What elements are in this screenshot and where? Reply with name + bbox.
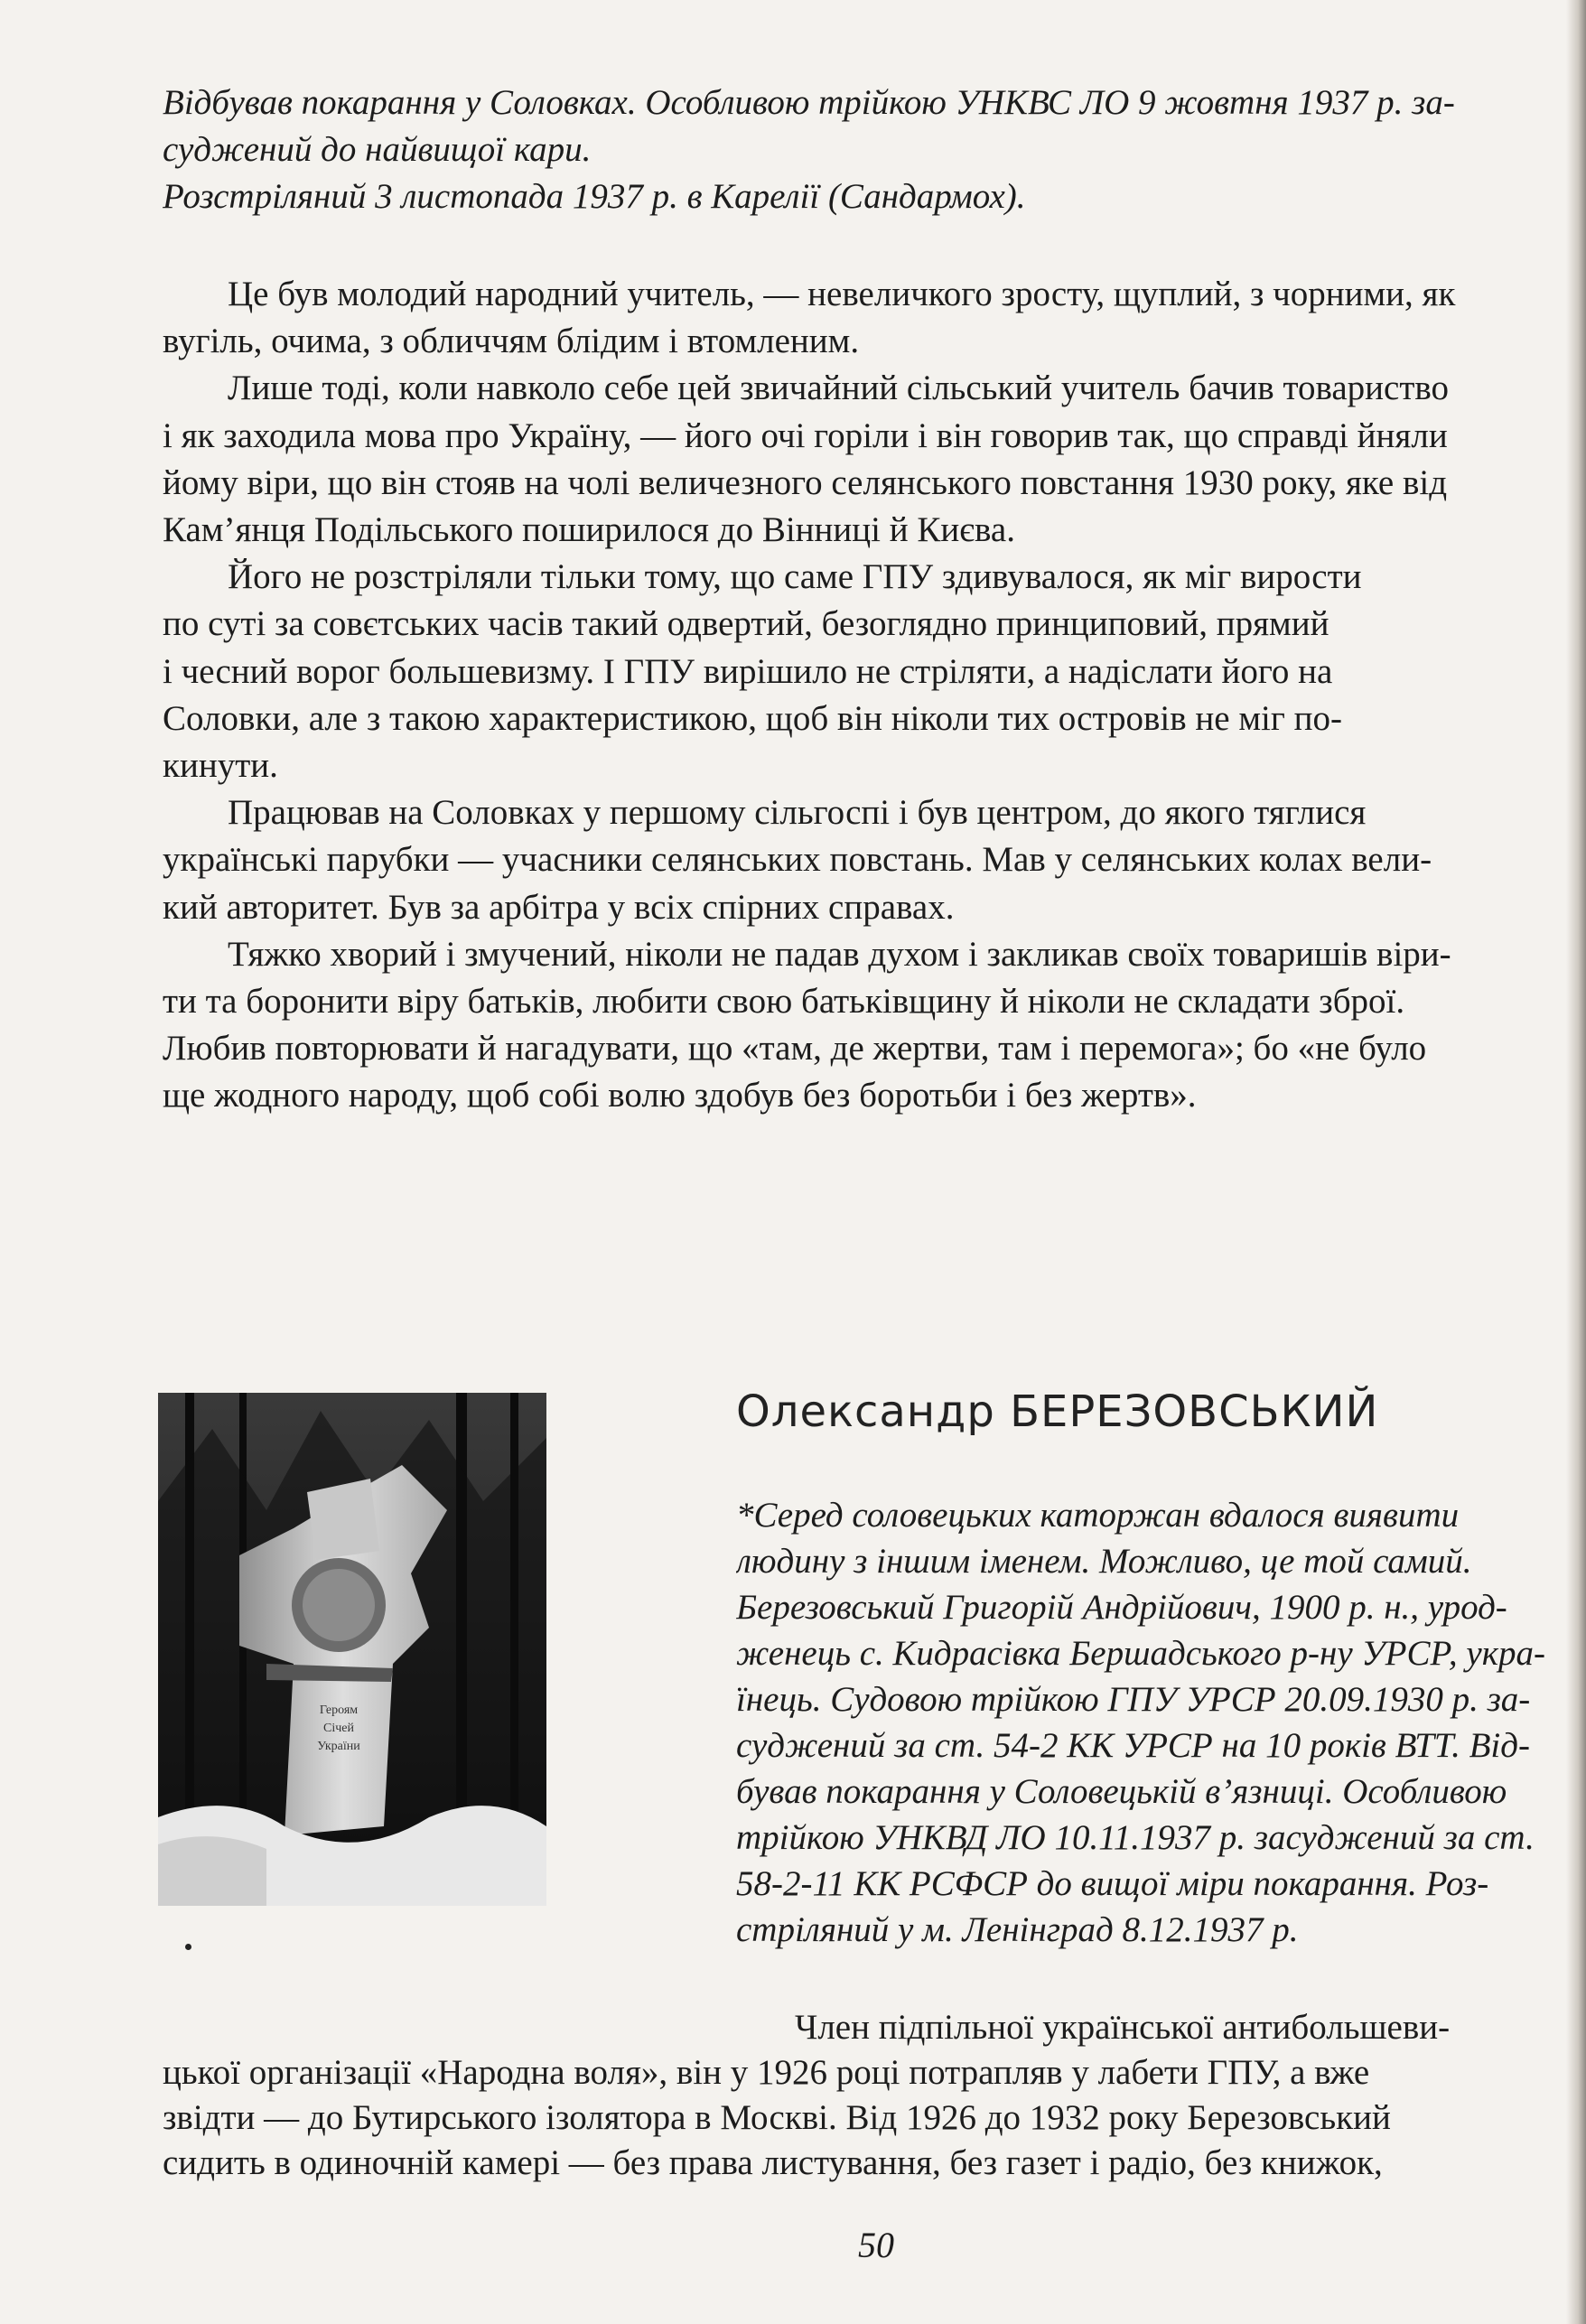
note-top	[163, 79, 1586, 220]
photo-inscription-line: Січей	[323, 1722, 354, 1735]
photo-inscription-line: Героям	[319, 1703, 359, 1717]
note-side-line: бував покарання у Соловецькій в’язниці. Особливою	[736, 1772, 1507, 1811]
stray-dot	[185, 1944, 191, 1950]
note-side-line: трійкою УНКВД ЛО 10.11.1937 р. засуджений за ст.	[736, 1818, 1535, 1857]
note-line: суджений до найвищої кари.	[163, 130, 592, 169]
body-line: Лише тоді, коли навколо себе цей звичайний сільський учитель бачив товариство	[228, 369, 1450, 408]
note-side	[736, 1492, 1586, 1953]
section-title: Олександр БЕРЕЗОВСЬКИЙ	[736, 1386, 1379, 1437]
body-line: і чесний ворог большевизму. І ГПУ вирішило не стріляти, а надіслати його на	[163, 651, 1333, 691]
body-line: йому віри, що він стояв на чолі величезного селянського повстання 1930 року, яке від	[163, 462, 1448, 502]
note-side-line: суджений за ст. 54-2 КК УРСР на 10 років ВТТ. Від-	[736, 1726, 1530, 1765]
body-line: Любив повторювати й нагадувати, що «там, де жертви, там і перемога»; бо «не було	[163, 1029, 1427, 1069]
note-line: Розстріляний 3 листопада 1937 р. в Карелії (Сандармох).	[163, 177, 1026, 216]
note-line: Відбував покарання у Соловках. Особливою трійкою УНКВС ЛО 9 жовтня 1937 р. за-	[163, 83, 1455, 122]
body-line: по суті за совєтських часів такий одвертий, безоглядно принциповий, прямий	[163, 604, 1329, 644]
memorial-photo-image	[158, 1393, 546, 1906]
body-line: Кам’янця Подільського поширилося до Вінниці й Києва.	[163, 510, 1015, 550]
body-line: Його не розстріляли тільки тому, що саме ГПУ здивувалося, як міг вирости	[228, 557, 1362, 597]
body-line: кий авторитет. Був за арбітра у всіх спірних справах.	[163, 887, 955, 927]
body-line: Це був молодий народний учитель, — невеличкого зросту, щуплий, з чорними, як	[228, 275, 1456, 313]
photo-inscription-line: України	[317, 1740, 360, 1753]
body-bottom-line: звідти — до Бутирського ізолятора в Москві. Від 1926 до 1932 року Березовський	[163, 2098, 1391, 2137]
body-bottom-line: Член підпільної української антибольшеви-	[795, 2008, 1451, 2047]
note-side-line: їнець. Судовою трійкою ГПУ УРСР 20.09.1930 р. за-	[736, 1680, 1531, 1719]
note-side-line: стріляний у м. Ленінград 8.12.1937 р.	[736, 1910, 1299, 1949]
body-line: Тяжко хворий і змучений, ніколи не падав духом і закликав своїх товаришів віри-	[228, 934, 1451, 974]
note-side-line: женець с. Кидрасівка Бершадського р-ну УРСР, укра-	[736, 1634, 1545, 1673]
body-line: вугіль, очима, з обличчям блідим і втомленим.	[163, 322, 860, 361]
body-line: кинути.	[163, 746, 278, 786]
body-line: ти та боронити віру батьків, любити свою батьківщину й ніколи не складати зброї.	[163, 982, 1405, 1022]
page-number: 50	[858, 2225, 894, 2265]
note-side-line: 58-2-11 КК РСФСР до вищої міри покарання. Роз-	[736, 1864, 1489, 1903]
body-bottom-line: цької організації «Народна воля», він у 1926 році потрапляв у лабети ГПУ, а вже	[163, 2053, 1370, 2092]
memorial-photo	[158, 1393, 546, 1906]
body-line: українські парубки — учасники селянських повстань. Мав у селянських колах вели-	[163, 840, 1432, 880]
note-side-line: *Серед соловецьких каторжан вдалося виявити	[736, 1496, 1460, 1535]
body-line: Соловки, але з такою характеристикою, щоб він ніколи тих островів не міг по-	[163, 698, 1342, 738]
body-line: і як заходила мова про Україну, — його очі горіли і він говорив так, що справді йняли	[163, 415, 1448, 455]
note-side-line: Березовський Григорій Андрійович, 1900 р. н., урод-	[736, 1588, 1507, 1627]
body-text	[163, 271, 1586, 1120]
body-line: ще жодного народу, щоб собі волю здобув без боротьби і без жертв».	[163, 1076, 1197, 1115]
body-bottom	[163, 2005, 1586, 2186]
note-side-line: людину з іншим іменем. Можливо, це той самий.	[736, 1542, 1472, 1581]
body-line: Працював на Соловках у першому сільгоспі і був центром, до якого тяглися	[228, 793, 1367, 833]
body-bottom-line: сидить в одиночній камері — без права листування, без газет і радіо, без книжок,	[163, 2143, 1383, 2182]
